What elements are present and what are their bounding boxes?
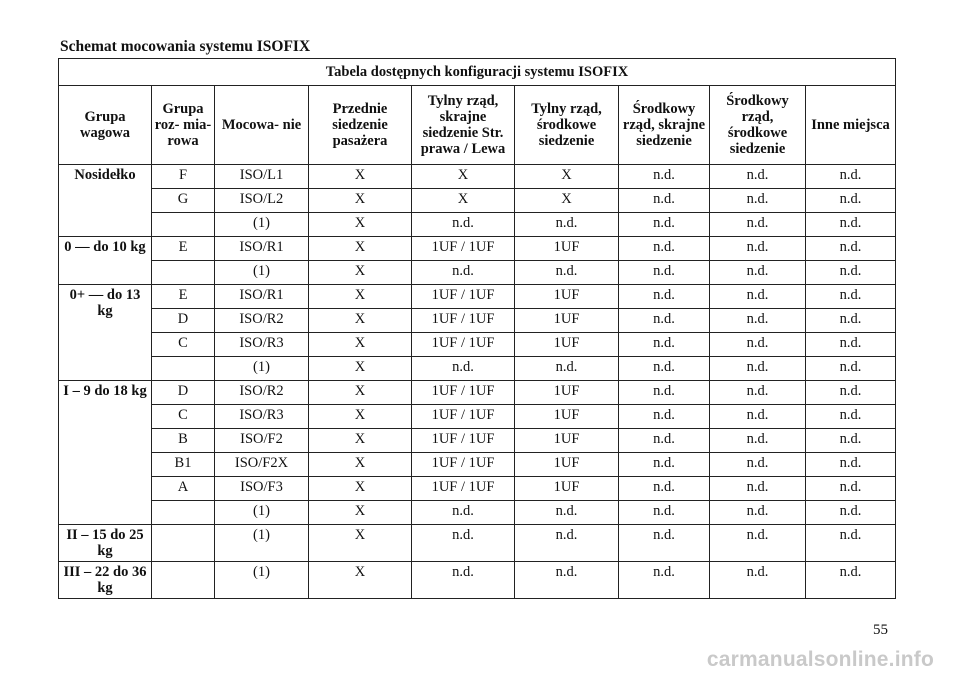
table-cell: n.d. bbox=[619, 562, 710, 599]
column-header: Środkowy rząd, skrajne siedzenie bbox=[619, 86, 710, 165]
table-cell: 1UF bbox=[515, 453, 619, 477]
table-cell: 1UF / 1UF bbox=[412, 429, 515, 453]
table-body bbox=[59, 165, 896, 599]
table-row bbox=[59, 285, 896, 309]
table-cell: n.d. bbox=[710, 261, 806, 285]
table-cell: 1UF / 1UF bbox=[412, 453, 515, 477]
table-row bbox=[59, 525, 896, 562]
table-cell: n.d. bbox=[710, 525, 806, 562]
table-cell: 1UF bbox=[515, 405, 619, 429]
table-row bbox=[59, 453, 896, 477]
table-cell: X bbox=[309, 453, 412, 477]
table-cell: 1UF bbox=[515, 429, 619, 453]
table-cell: n.d. bbox=[619, 261, 710, 285]
table-cell: n.d. bbox=[710, 333, 806, 357]
table-cell: F bbox=[152, 165, 215, 189]
table-cell: n.d. bbox=[619, 333, 710, 357]
table-cell: n.d. bbox=[806, 285, 896, 309]
column-header: Inne miejsca bbox=[806, 86, 896, 165]
table-cell: X bbox=[309, 525, 412, 562]
table-cell: n.d. bbox=[710, 309, 806, 333]
table-cell: X bbox=[309, 285, 412, 309]
table-cell: 1UF bbox=[515, 477, 619, 501]
table-cell: ISO/R2 bbox=[215, 381, 309, 405]
table-cell: n.d. bbox=[619, 237, 710, 261]
table-cell: n.d. bbox=[806, 405, 896, 429]
table-row bbox=[59, 237, 896, 261]
table-cell: 1UF bbox=[515, 285, 619, 309]
table-cell bbox=[152, 357, 215, 381]
table-cell: n.d. bbox=[619, 381, 710, 405]
table-cell: 1UF / 1UF bbox=[412, 381, 515, 405]
page-number: 55 bbox=[873, 622, 888, 638]
table-row bbox=[59, 501, 896, 525]
table-cell: n.d. bbox=[515, 525, 619, 562]
table-row bbox=[59, 261, 896, 285]
table-cell: n.d. bbox=[806, 165, 896, 189]
table-row bbox=[59, 165, 896, 189]
table-cell: B bbox=[152, 429, 215, 453]
table-cell: A bbox=[152, 477, 215, 501]
table-cell: X bbox=[309, 357, 412, 381]
table-cell: n.d. bbox=[515, 501, 619, 525]
table-cell: B1 bbox=[152, 453, 215, 477]
table-cell: (1) bbox=[215, 525, 309, 562]
weight-group-label: II – 15 do 25 kg bbox=[59, 525, 152, 562]
table-cell: ISO/R3 bbox=[215, 333, 309, 357]
table-row bbox=[59, 333, 896, 357]
table-cell: n.d. bbox=[806, 237, 896, 261]
table-cell: (1) bbox=[215, 357, 309, 381]
table-cell: ISO/R1 bbox=[215, 237, 309, 261]
table-cell: 1UF / 1UF bbox=[412, 309, 515, 333]
table-cell: D bbox=[152, 309, 215, 333]
table-cell: E bbox=[152, 237, 215, 261]
table-cell: n.d. bbox=[619, 189, 710, 213]
table-cell: n.d. bbox=[619, 477, 710, 501]
table-cell: ISO/F3 bbox=[215, 477, 309, 501]
table-row bbox=[59, 189, 896, 213]
table-cell: X bbox=[309, 261, 412, 285]
table-cell: n.d. bbox=[806, 357, 896, 381]
table-cell: n.d. bbox=[806, 429, 896, 453]
table-cell: n.d. bbox=[515, 562, 619, 599]
table-cell: n.d. bbox=[710, 165, 806, 189]
table-cell: (1) bbox=[215, 213, 309, 237]
weight-group-label: Nosidełko bbox=[59, 165, 152, 237]
column-header: Mocowa- nie bbox=[215, 86, 309, 165]
table-cell bbox=[152, 213, 215, 237]
table-cell: n.d. bbox=[515, 213, 619, 237]
table-cell: (1) bbox=[215, 261, 309, 285]
table-cell: n.d. bbox=[710, 381, 806, 405]
table-cell: X bbox=[309, 333, 412, 357]
table-cell: X bbox=[309, 381, 412, 405]
table-cell: n.d. bbox=[710, 189, 806, 213]
table-cell: 1UF / 1UF bbox=[412, 237, 515, 261]
table-cell: 1UF / 1UF bbox=[412, 477, 515, 501]
table-cell: n.d. bbox=[806, 381, 896, 405]
table-cell: X bbox=[309, 501, 412, 525]
table-cell: X bbox=[309, 165, 412, 189]
table-cell: n.d. bbox=[619, 429, 710, 453]
table-cell: n.d. bbox=[806, 525, 896, 562]
table-cell: n.d. bbox=[412, 525, 515, 562]
table-cell: (1) bbox=[215, 501, 309, 525]
table-cell: C bbox=[152, 405, 215, 429]
table-cell: X bbox=[515, 189, 619, 213]
table-cell: ISO/R1 bbox=[215, 285, 309, 309]
table-row bbox=[59, 213, 896, 237]
table-cell: n.d. bbox=[806, 261, 896, 285]
table-cell: n.d. bbox=[710, 477, 806, 501]
table-cell: n.d. bbox=[412, 261, 515, 285]
table-cell: n.d. bbox=[619, 165, 710, 189]
table-cell: n.d. bbox=[619, 285, 710, 309]
table-cell: n.d. bbox=[710, 562, 806, 599]
table-cell: X bbox=[412, 165, 515, 189]
table-cell: n.d. bbox=[806, 309, 896, 333]
table-cell: n.d. bbox=[710, 429, 806, 453]
table-cell: D bbox=[152, 381, 215, 405]
table-cell: ISO/R2 bbox=[215, 309, 309, 333]
column-header: Środkowy rząd, środkowe siedzenie bbox=[710, 86, 806, 165]
column-header: Grupa roz- mia- rowa bbox=[152, 86, 215, 165]
table-cell bbox=[152, 525, 215, 562]
table-header-row bbox=[59, 86, 896, 165]
table-cell: 1UF / 1UF bbox=[412, 285, 515, 309]
table-cell: n.d. bbox=[710, 285, 806, 309]
table-cell: 1UF bbox=[515, 381, 619, 405]
column-header: Tylny rząd, skrajne siedzenie Str. prawa / Lewa bbox=[412, 86, 515, 165]
table-row bbox=[59, 309, 896, 333]
table-cell: 1UF bbox=[515, 333, 619, 357]
table-cell: n.d. bbox=[806, 501, 896, 525]
table-cell: ISO/L2 bbox=[215, 189, 309, 213]
table-cell: n.d. bbox=[710, 453, 806, 477]
table-cell: (1) bbox=[215, 562, 309, 599]
table-cell: n.d. bbox=[515, 357, 619, 381]
table-cell: C bbox=[152, 333, 215, 357]
table-cell: n.d. bbox=[619, 309, 710, 333]
table-cell: X bbox=[412, 189, 515, 213]
table-cell: n.d. bbox=[515, 261, 619, 285]
table-cell bbox=[152, 501, 215, 525]
table-row bbox=[59, 429, 896, 453]
table-cell: n.d. bbox=[710, 213, 806, 237]
isofix-table bbox=[58, 58, 896, 599]
table-row bbox=[59, 381, 896, 405]
table-cell: 1UF bbox=[515, 309, 619, 333]
table-cell: G bbox=[152, 189, 215, 213]
table-cell: ISO/F2X bbox=[215, 453, 309, 477]
table-row bbox=[59, 562, 896, 599]
table-cell: ISO/R3 bbox=[215, 405, 309, 429]
weight-group-label: III – 22 do 36 kg bbox=[59, 562, 152, 599]
table-cell: n.d. bbox=[806, 213, 896, 237]
table-cell: X bbox=[309, 189, 412, 213]
table-cell: n.d. bbox=[619, 501, 710, 525]
table-cell: 1UF / 1UF bbox=[412, 405, 515, 429]
table-cell: n.d. bbox=[619, 405, 710, 429]
column-header: Przednie siedzenie pasażera bbox=[309, 86, 412, 165]
table-cell: n.d. bbox=[412, 562, 515, 599]
table-cell: n.d. bbox=[412, 357, 515, 381]
table-cell: X bbox=[309, 429, 412, 453]
table-cell: n.d. bbox=[619, 213, 710, 237]
table-cell: n.d. bbox=[806, 453, 896, 477]
table-cell: E bbox=[152, 285, 215, 309]
table-cell: n.d. bbox=[619, 525, 710, 562]
table-cell: X bbox=[515, 165, 619, 189]
table-cell: ISO/L1 bbox=[215, 165, 309, 189]
table-cell: n.d. bbox=[412, 501, 515, 525]
table-cell: n.d. bbox=[806, 477, 896, 501]
table-cell bbox=[152, 261, 215, 285]
table-cell: n.d. bbox=[710, 237, 806, 261]
table-cell: X bbox=[309, 562, 412, 599]
table-caption: Tabela dostępnych konfiguracji systemu ISOFIX bbox=[59, 59, 896, 86]
table-cell: n.d. bbox=[619, 357, 710, 381]
table-row bbox=[59, 477, 896, 501]
table-row bbox=[59, 405, 896, 429]
table-cell: X bbox=[309, 213, 412, 237]
column-header: Tylny rząd, środkowe siedzenie bbox=[515, 86, 619, 165]
table-cell: 1UF / 1UF bbox=[412, 333, 515, 357]
table-cell: n.d. bbox=[710, 357, 806, 381]
page-heading: Schemat mocowania systemu ISOFIX bbox=[60, 38, 311, 55]
table-cell bbox=[152, 562, 215, 599]
column-header: Grupa wagowa bbox=[59, 86, 152, 165]
table-cell: n.d. bbox=[710, 405, 806, 429]
table-cell: n.d. bbox=[806, 562, 896, 599]
table-cell: X bbox=[309, 477, 412, 501]
table-cell: n.d. bbox=[619, 453, 710, 477]
table-cell: X bbox=[309, 309, 412, 333]
table-cell: n.d. bbox=[806, 189, 896, 213]
table-cell: ISO/F2 bbox=[215, 429, 309, 453]
table-cell: n.d. bbox=[710, 501, 806, 525]
weight-group-label: 0+ — do 13 kg bbox=[59, 285, 152, 381]
table-row bbox=[59, 357, 896, 381]
table-cell: n.d. bbox=[412, 213, 515, 237]
table-cell: X bbox=[309, 405, 412, 429]
watermark: carmanualsonline.info bbox=[706, 648, 934, 671]
table-cell: 1UF bbox=[515, 237, 619, 261]
weight-group-label: 0 — do 10 kg bbox=[59, 237, 152, 285]
table-cell: X bbox=[309, 237, 412, 261]
weight-group-label: I – 9 do 18 kg bbox=[59, 381, 152, 525]
table-cell: n.d. bbox=[806, 333, 896, 357]
